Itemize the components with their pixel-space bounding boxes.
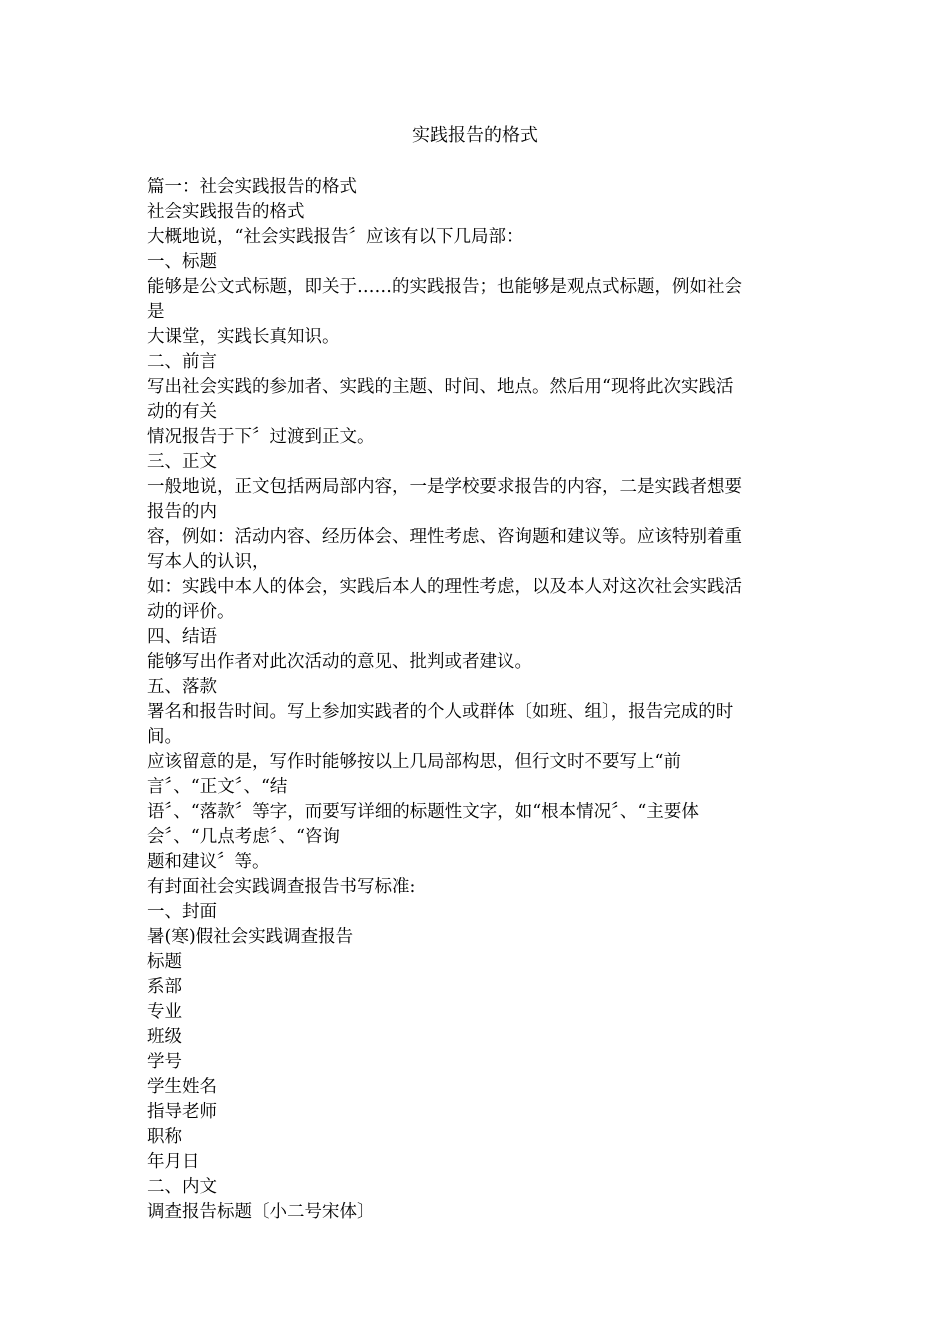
text-line: 有封面社会实践调查报告书写标准: (147, 877, 416, 897)
cover-field: 职称 (147, 1127, 182, 1147)
text-line: 能够是公文式标题，即关于……的实践报告；也能够是观点式标题，例如社会 (147, 277, 742, 297)
cover-field: 年月日 (147, 1152, 200, 1172)
section-heading: 一、封面 (147, 902, 217, 922)
text-line: 会〞、“几点考虑〞、“咨询 (147, 827, 340, 847)
section-heading: 四、结语 (147, 627, 217, 647)
text-line: 应该留意的是，写作时能够按以上几局部构思，但行文时不要写上“前 (147, 752, 681, 772)
cover-field: 学号 (147, 1052, 182, 1072)
text-line: 一般地说，正文包括两局部内容，一是学校要求报告的内容，二是实践者想要 (147, 477, 742, 497)
text-line: 写本人的认识， (147, 552, 270, 572)
section-heading: 二、内文 (147, 1177, 217, 1197)
text-line: 社会实践报告的格式 (147, 202, 305, 222)
text-line: 大概地说，“社会实践报告〞应该有以下几局部： (147, 227, 524, 247)
cover-field: 系部 (147, 977, 182, 997)
text-line: 报告的内 (147, 502, 217, 522)
cover-field: 标题 (147, 952, 182, 972)
text-line: 语〞、“落款〞等字，而要写详细的标题性文字，如“根本情况〞、“主要体 (147, 802, 699, 822)
section-heading: 一、标题 (147, 252, 217, 272)
cover-field: 班级 (147, 1027, 182, 1047)
text-line: 题和建议〞等。 (147, 852, 270, 872)
text-line: 言〞、“正文〞、“结 (147, 777, 288, 797)
text-line: 是 (147, 302, 165, 322)
text-line: 如：实践中本人的体会，实践后本人的理性考虑，以及本人对这次社会实践活 (147, 577, 742, 597)
text-line: 写出社会实践的参加者、实践的主题、时间、地点。然后用“现将此次实践活 (147, 377, 734, 397)
text-line: 篇一：社会实践报告的格式 (147, 177, 357, 197)
text-line: 大课堂，实践长真知识。 (147, 327, 340, 347)
text-line: 暑(寒)假社会实践调查报告 (147, 927, 354, 947)
document-title: 实践报告的格式 (412, 125, 538, 146)
text-line: 间。 (147, 727, 182, 747)
text-line: 动的有关 (147, 402, 217, 422)
text-line: 情况报告于下〞过渡到正文。 (147, 427, 375, 447)
section-heading: 五、落款 (147, 677, 217, 697)
cover-field: 学生姓名 (147, 1077, 217, 1097)
text-line: 动的评价。 (147, 602, 235, 622)
document-body (147, 175, 807, 1225)
cover-field: 指导老师 (147, 1102, 217, 1122)
cover-field: 专业 (147, 1002, 182, 1022)
text-line: 署名和报告时间。写上参加实践者的个人或群体〔如班、组〕，报告完成的时 (147, 702, 734, 722)
section-heading: 三、正文 (147, 452, 217, 472)
text-line: 容，例如：活动内容、经历体会、理性考虑、咨询题和建议等。应该特别着重 (147, 527, 742, 547)
text-line: 能够写出作者对此次活动的意见、批判或者建议。 (147, 652, 532, 672)
text-line: 调查报告标题〔小二号宋体〕 (147, 1202, 375, 1222)
section-heading: 二、前言 (147, 352, 217, 372)
